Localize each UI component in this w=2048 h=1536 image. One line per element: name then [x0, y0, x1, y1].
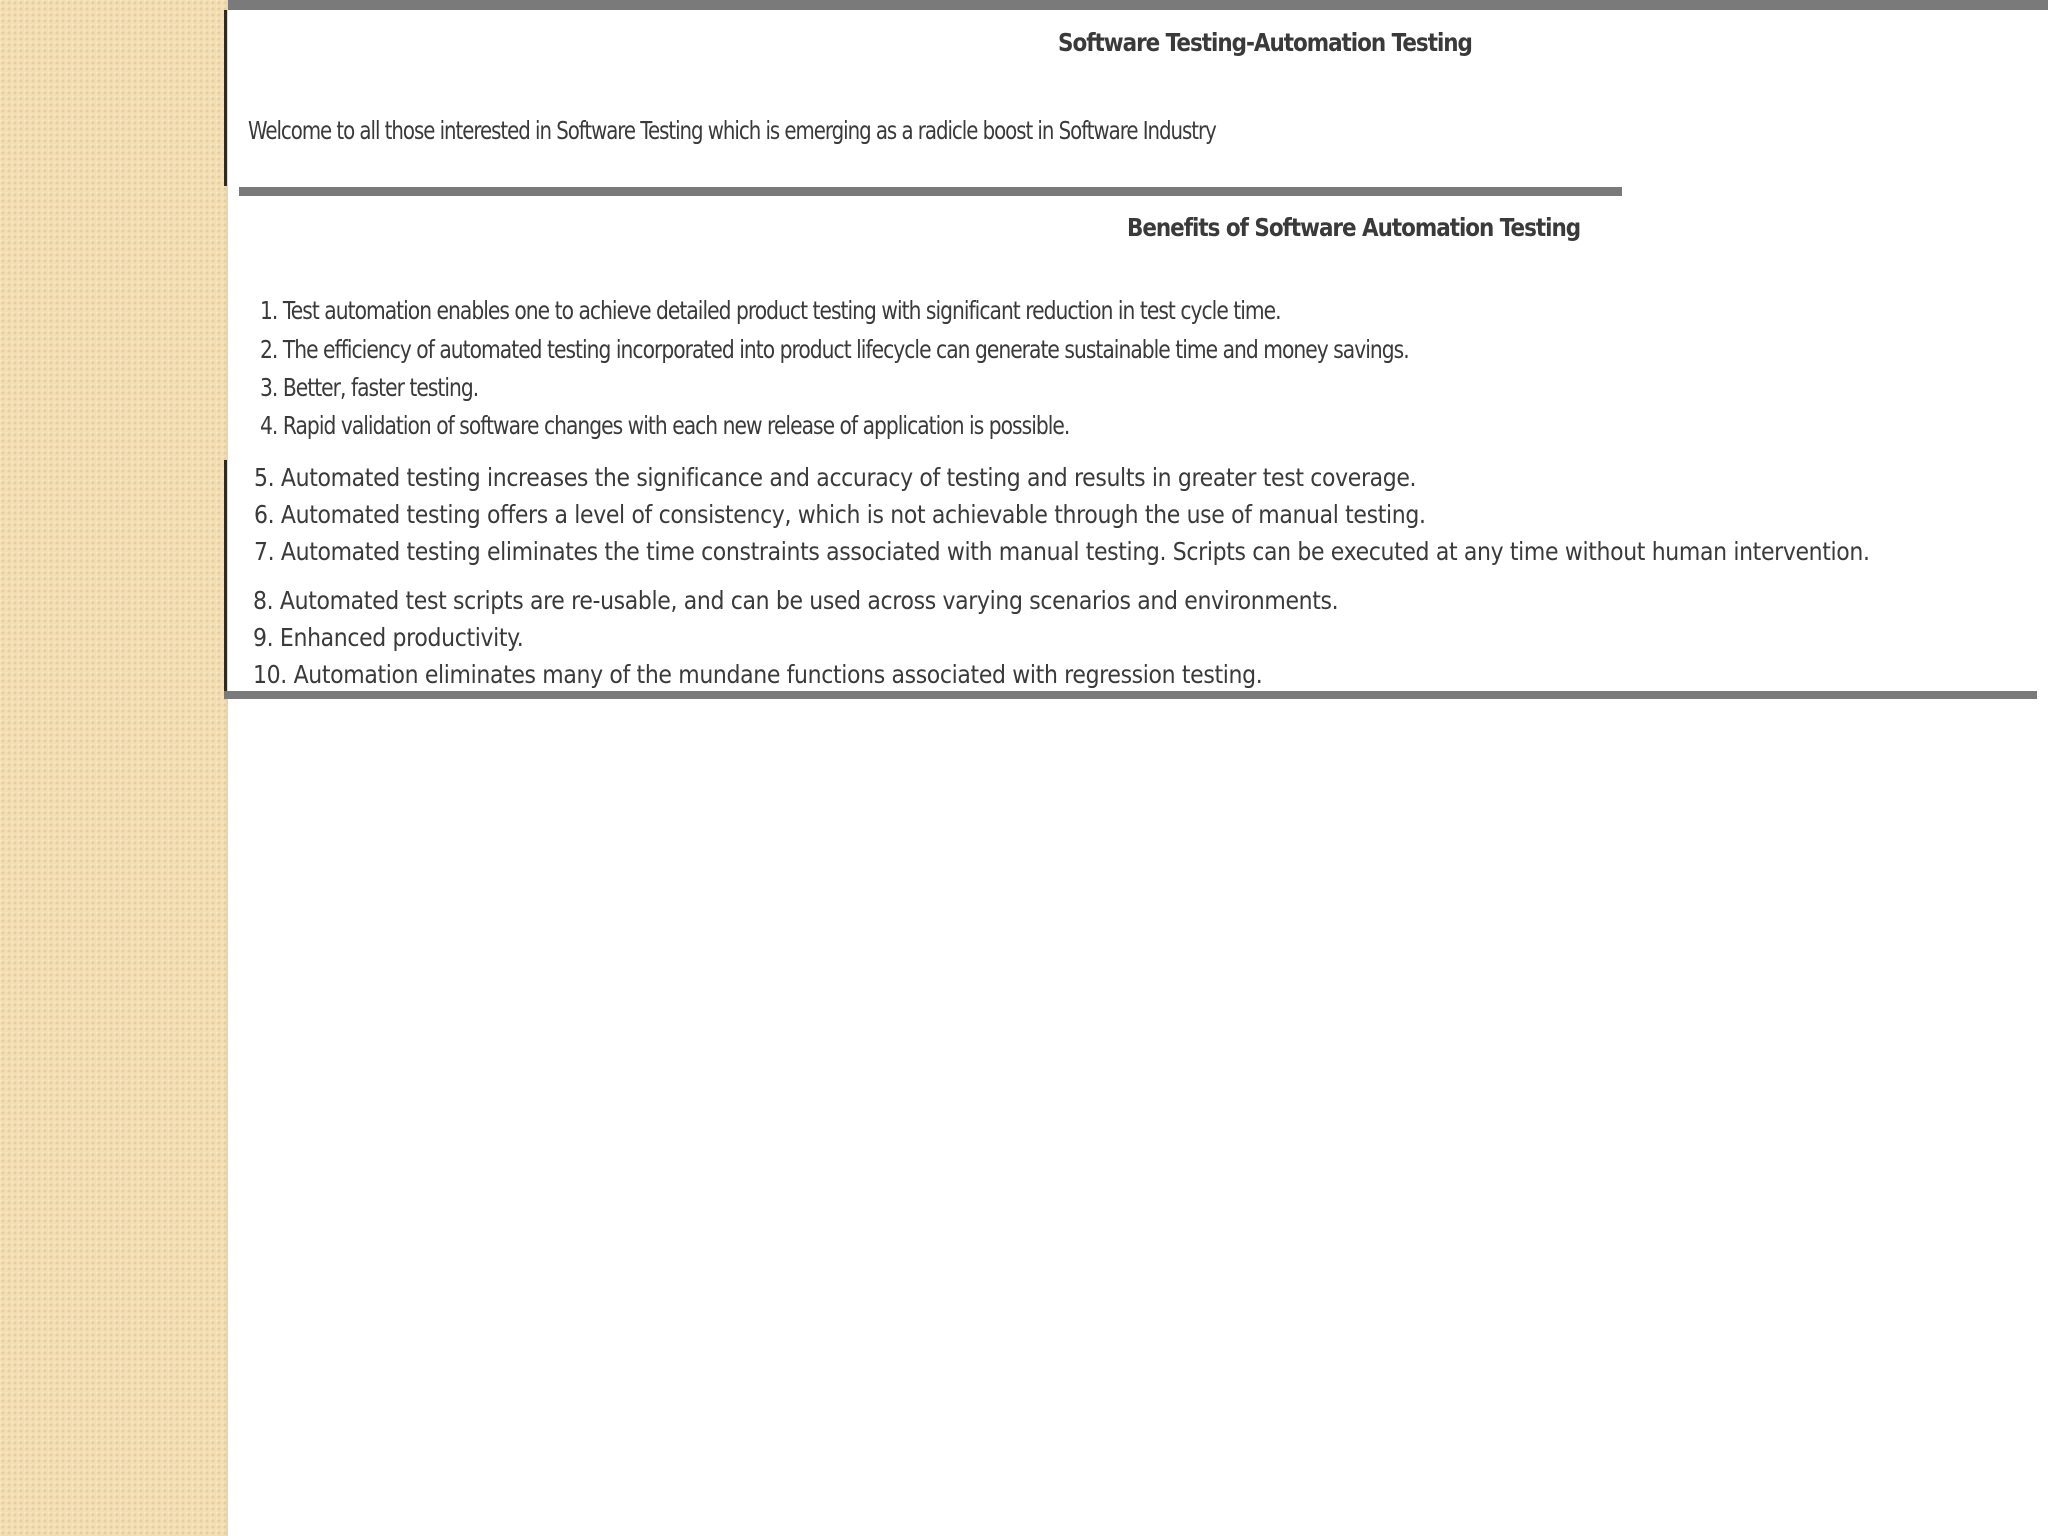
- benefit-item-4: 4. Rapid validation of software changes with each new release of application is possible.: [260, 411, 1070, 440]
- benefit-item-9: 9. Enhanced productivity.: [253, 623, 524, 652]
- benefit-item-6: 6. Automated testing offers a level of consistency, which is not achievable through the use of manual testing.: [254, 500, 1426, 529]
- benefit-item-10: 10. Automation eliminates many of the mundane functions associated with regression testing.: [253, 660, 1263, 689]
- bottom-rule: [224, 691, 2037, 699]
- benefits-title: Benefits of Software Automation Testing: [1127, 213, 1581, 242]
- header-left-bar: [224, 10, 227, 186]
- benefit-item-1: 1. Test automation enables one to achieve detailed product testing with significant reduction in test cycle time.: [260, 296, 1281, 325]
- decorative-sidebar: [0, 0, 228, 1536]
- benefit-item-2: 2. The efficiency of automated testing incorporated into product lifecycle can generate sustainable time and money savings.: [260, 335, 1409, 364]
- benefit-item-5: 5. Automated testing increases the significance and accuracy of testing and results in greater test coverage.: [254, 463, 1417, 492]
- bottom-left-bar: [224, 578, 227, 694]
- content-area: [228, 0, 2048, 1536]
- intro-text: Welcome to all those interested in Software Testing which is emerging as a radicle boost in Software Industry: [248, 116, 1216, 145]
- mid-left-bar: [224, 460, 227, 578]
- benefit-item-8: 8. Automated test scripts are re-usable, and can be used across varying scenarios and environments.: [253, 586, 1339, 615]
- section-divider: [239, 187, 1622, 196]
- top-rule: [228, 0, 2048, 10]
- benefit-item-3: 3. Better, faster testing.: [260, 373, 479, 402]
- page-title: Software Testing-Automation Testing: [1058, 28, 1472, 57]
- benefit-item-7: 7. Automated testing eliminates the time constraints associated with manual testing. Scripts can be executed at any time without human intervention.: [254, 537, 1870, 566]
